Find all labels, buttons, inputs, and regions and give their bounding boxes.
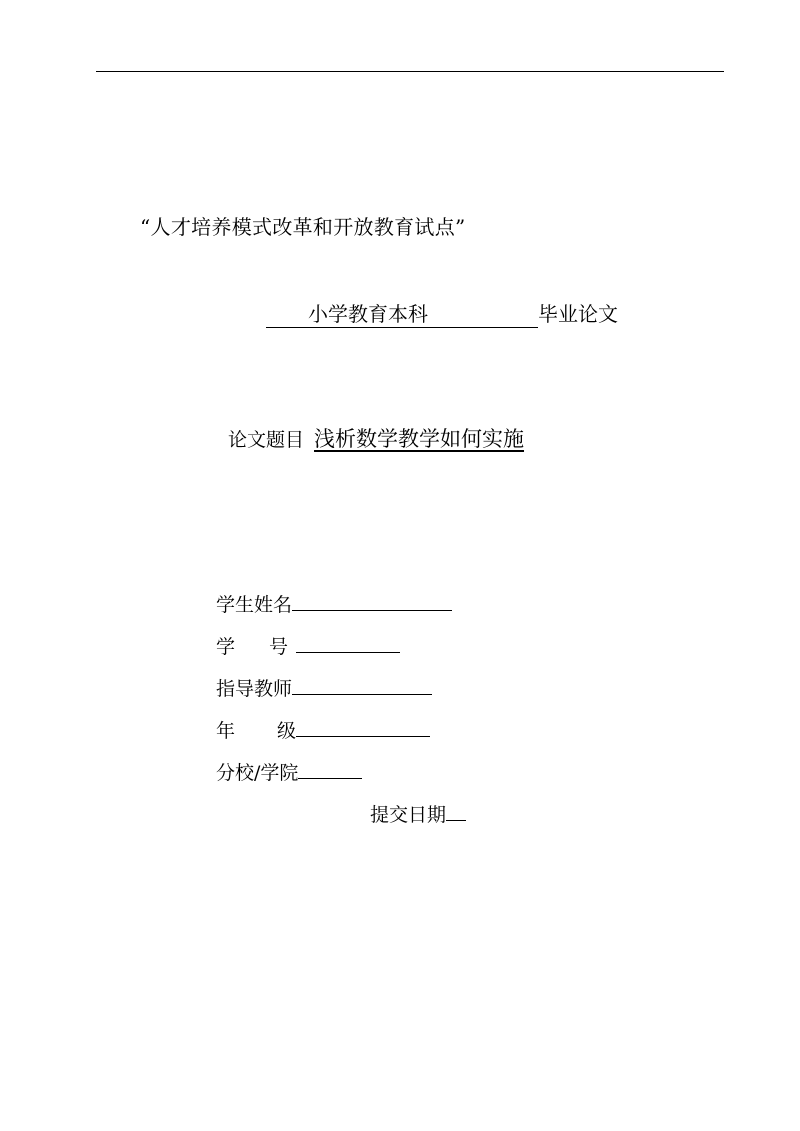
student-number-blank (296, 634, 400, 653)
major-field (266, 298, 538, 328)
school-blank (298, 760, 362, 779)
submit-date-blank (446, 802, 466, 821)
student-number-label-1: 学 (216, 636, 236, 658)
submit-date-field (370, 800, 466, 827)
student-name-blank (292, 592, 452, 611)
student-number-label-2: 号 (269, 636, 289, 658)
school-field (216, 758, 362, 785)
advisor-blank (292, 676, 432, 695)
thesis-title-label: 论文题目 (228, 429, 305, 451)
advisor-label: 指导教师 (216, 678, 293, 700)
student-name-field (216, 590, 452, 617)
grade-blank (296, 718, 430, 737)
pilot-program-title: “人才培养模式改革和开放教育试点” (140, 215, 466, 239)
student-number-field (216, 632, 400, 659)
degree-line (266, 298, 618, 328)
degree-suffix: 毕业论文 (538, 302, 618, 326)
header-rule (96, 71, 724, 72)
grade-label-2: 级 (277, 720, 297, 742)
submit-date-label: 提交日期 (370, 804, 447, 826)
student-name-label: 学生姓名 (216, 594, 293, 616)
school-label: 分校/学院 (216, 762, 299, 784)
thesis-title-row (228, 423, 524, 453)
thesis-title: 浅析数学教学如何实施 (314, 427, 525, 451)
major-text: 小学教育本科 (308, 302, 428, 326)
grade-field (216, 716, 430, 743)
advisor-field (216, 674, 432, 701)
grade-label-1: 年 (216, 720, 236, 742)
